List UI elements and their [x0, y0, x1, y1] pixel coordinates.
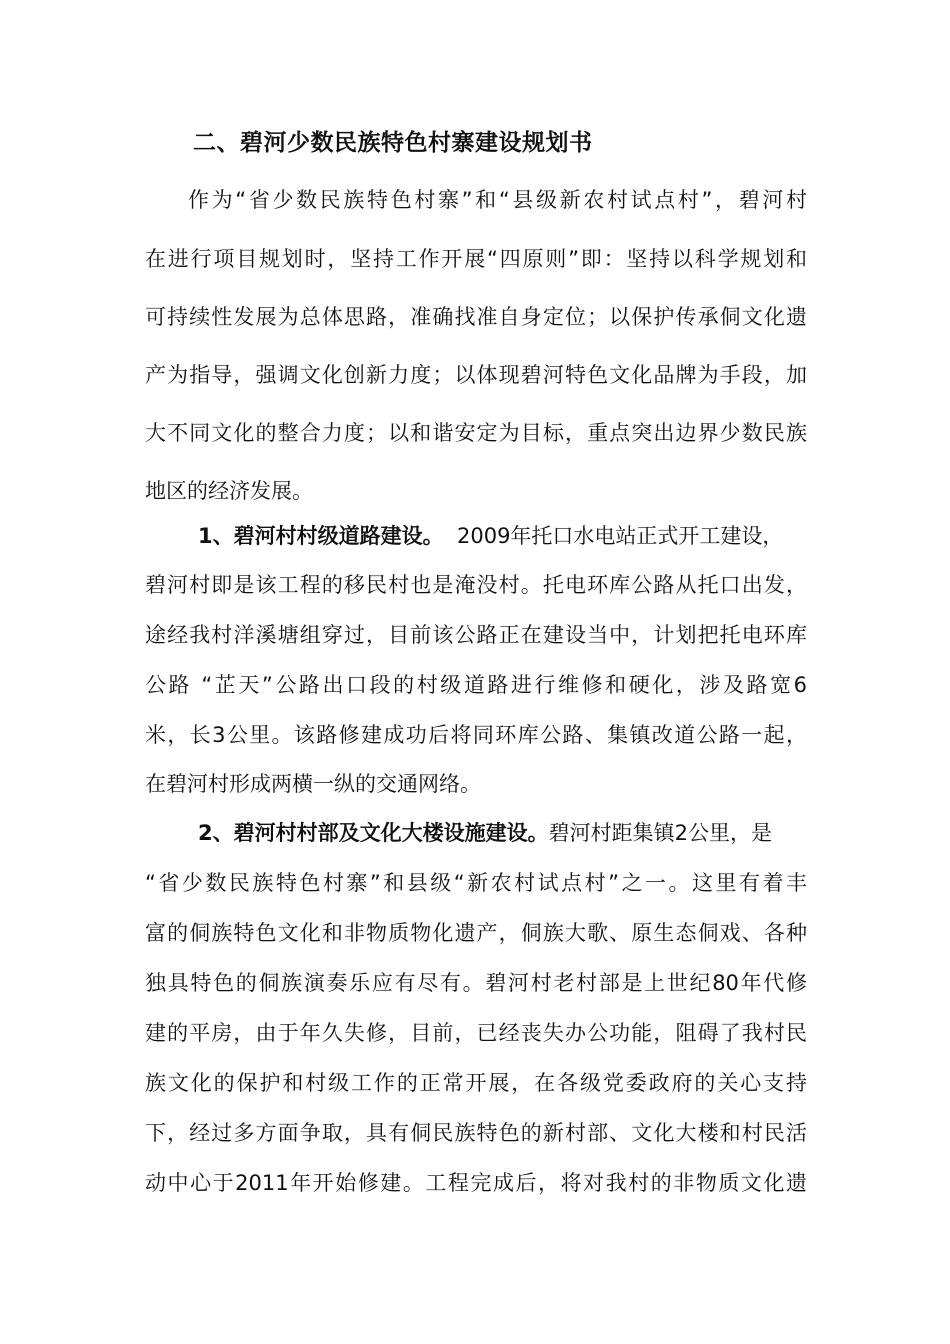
paragraph-line: “省少数民族特色村寨”和县级“新农村试点村”之一。这里有着丰 — [145, 871, 807, 895]
paragraph-line: 独具特色的侗族演奏乐应有尽有。碧河村老村部是上世纪80年代修 — [145, 971, 807, 995]
paragraph-line: 下，经过多方面争取，具有侗民族特色的新村部、文化大楼和村民活 — [145, 1121, 807, 1145]
document-title: 二、碧河少数民族特色村寨建设规划书 — [193, 130, 593, 156]
section-heading-line — [198, 818, 807, 848]
paragraph-line: 在进行项目规划时，坚持工作开展“四原则”即：坚持以科学规划和 — [145, 247, 807, 271]
section-text: 碧河村距集镇2公里，是 — [548, 821, 772, 845]
paragraph-line: 米，长3公里。该路修建成功后将同环库公路、集镇改道公路一起， — [145, 723, 807, 747]
paragraph-line: 作为“省少数民族特色村寨”和“县级新农村试点村”，碧河村 — [188, 188, 807, 212]
paragraph-line: 建的平房，由于年久失修，目前，已经丧失办公功能，阻碍了我村民 — [145, 1021, 807, 1045]
section-heading-line — [198, 521, 807, 551]
paragraph-line: 大不同文化的整合力度；以和谐安定为目标，重点突出边界少数民族 — [145, 421, 807, 445]
paragraph-line: 产为指导，强调文化创新力度；以体现碧河特色文化品牌为手段，加 — [145, 363, 807, 387]
paragraph-line: 途经我村洋溪塘组穿过，目前该公路正在建设当中，计划把托电环库 — [145, 623, 807, 647]
paragraph-line: 可持续性发展为总体思路，准确找准自身定位；以保护传承侗文化遗 — [145, 305, 807, 329]
section-heading: 2、碧河村村部及文化大楼设施建设。 — [198, 821, 549, 845]
paragraph-line: 地区的经济发展。 — [145, 479, 313, 503]
paragraph-line: 动中心于2011年开始修建。工程完成后，将对我村的非物质文化遗 — [145, 1171, 807, 1195]
section-text: 2009年托口水电站正式开工建设， — [456, 524, 784, 548]
section-heading: 1、碧河村村级道路建设。 — [198, 524, 444, 548]
section-heading-spacer — [444, 524, 457, 548]
paragraph-line: 富的侗族特色文化和非物质物化遗产，侗族大歌、原生态侗戏、各种 — [145, 921, 807, 945]
paragraph-line: 族文化的保护和村级工作的正常开展，在各级党委政府的关心支持 — [145, 1071, 807, 1095]
paragraph-line: 在碧河村形成两横一纵的交通网络。 — [145, 772, 481, 796]
paragraph-line: 碧河村即是该工程的移民村也是淹没村。托电环库公路从托口出发， — [145, 573, 807, 597]
paragraph-line: 公路 “芷天”公路出口段的村级道路进行维修和硬化，涉及路宽6 — [145, 673, 807, 697]
